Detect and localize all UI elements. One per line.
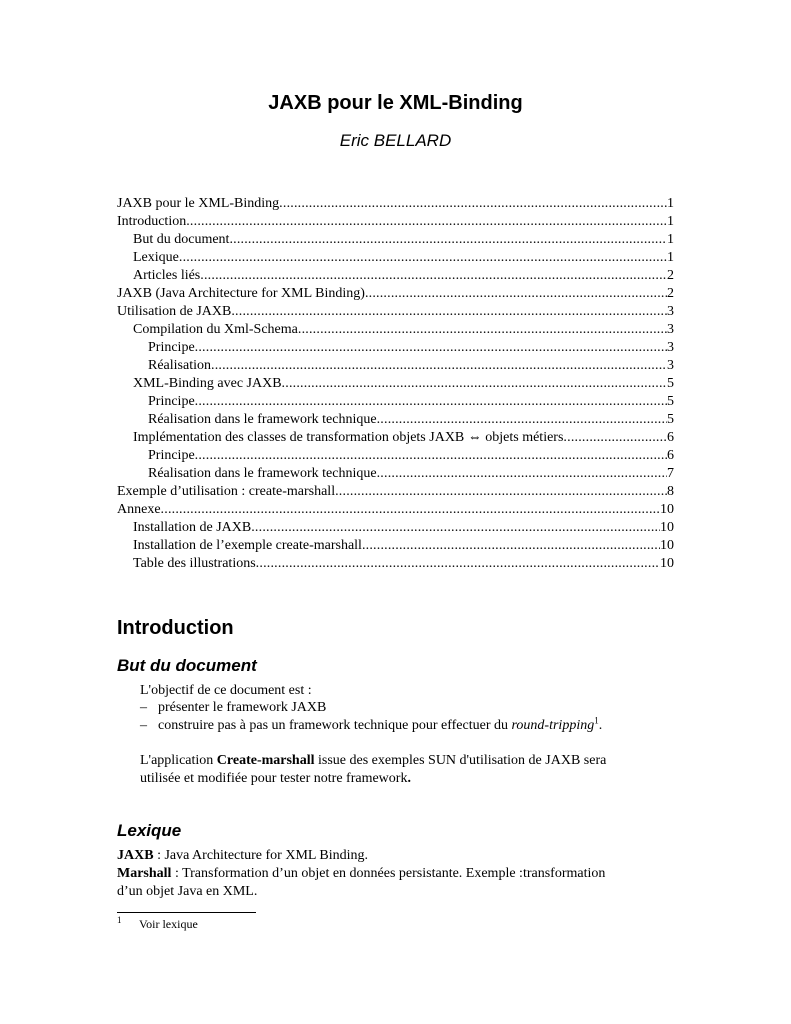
toc-entry-title: Implémentation des classes de transformation objets JAXB ⇔ objets métiers xyxy=(133,430,564,445)
bullet-emphasis: round-tripping xyxy=(511,718,595,733)
toc-leader-dots xyxy=(195,393,667,411)
toc-leader-dots xyxy=(377,465,667,483)
toc-entry[interactable] xyxy=(117,249,674,267)
definition-continuation: d’un objet Java en XML. xyxy=(117,884,258,899)
toc-entry-title: Lexique xyxy=(133,250,179,265)
toc-leader-dots xyxy=(229,231,667,249)
paragraph-objectif: L'objectif de ce document est : xyxy=(140,683,312,698)
toc-entry[interactable] xyxy=(117,195,674,213)
toc-entry-title: Installation de l’exemple create-marshall xyxy=(133,538,362,553)
toc-page-number: 6 xyxy=(667,448,674,463)
bullet-text: construire pas à pas un framework technique pour effectuer du xyxy=(158,718,512,733)
toc-entry-title: Réalisation dans le framework technique xyxy=(148,412,377,427)
toc-entry[interactable] xyxy=(117,231,674,249)
definition: : Transformation d’un objet en données persistante. Exemple :transformation xyxy=(171,866,606,881)
table-of-contents xyxy=(117,195,674,573)
toc-entry-title: But du document xyxy=(133,232,230,247)
toc-leader-dots xyxy=(362,537,660,555)
definition-jaxb xyxy=(117,847,677,865)
subsection-heading-but-du-document: But du document xyxy=(117,656,257,675)
toc-entry-title: JAXB pour le XML-Binding xyxy=(117,196,280,211)
toc-entry[interactable] xyxy=(117,303,674,321)
toc-entry[interactable] xyxy=(117,393,674,411)
footnote: 1 Voir lexique xyxy=(117,915,198,931)
toc-entry-title: Principe xyxy=(148,448,195,463)
toc-page-number: 5 xyxy=(667,376,674,391)
toc-page-number: 1 xyxy=(667,250,674,265)
toc-page-number: 10 xyxy=(660,520,674,535)
toc-page-number: 3 xyxy=(667,304,674,319)
toc-page-number: 3 xyxy=(667,358,674,373)
toc-entry[interactable] xyxy=(117,555,674,573)
toc-leader-dots xyxy=(195,339,667,357)
toc-entry[interactable] xyxy=(117,429,674,447)
paragraph-application xyxy=(140,752,680,788)
toc-entry[interactable] xyxy=(117,213,674,231)
toc-entry[interactable] xyxy=(117,267,674,285)
toc-leader-dots xyxy=(256,555,660,573)
paragraph-period: . xyxy=(407,771,411,786)
toc-entry-title: JAXB (Java Architecture for XML Binding) xyxy=(117,286,365,301)
footnote-text: Voir lexique xyxy=(139,917,198,931)
paragraph-text: utilisée et modifiée pour tester notre framework xyxy=(140,771,408,786)
toc-leader-dots xyxy=(231,303,667,321)
toc-entry[interactable] xyxy=(117,519,674,537)
bullet-dash: – xyxy=(140,718,147,733)
footnote-reference[interactable]: 1 xyxy=(594,715,599,726)
toc-entry-title: Réalisation dans le framework technique xyxy=(148,466,377,481)
toc-entry[interactable] xyxy=(117,483,674,501)
toc-entry[interactable] xyxy=(117,501,674,519)
toc-leader-dots xyxy=(161,501,660,519)
toc-entry-title: Exemple d’utilisation : create-marshall xyxy=(117,484,336,499)
toc-page-number: 10 xyxy=(660,502,674,517)
section-heading-introduction: Introduction xyxy=(117,617,234,639)
objective-list xyxy=(140,699,602,735)
toc-page-number: 5 xyxy=(667,394,674,409)
paragraph-text: issue des exemples SUN d'utilisation de JAXB sera xyxy=(314,753,607,768)
paragraph-text: L'application xyxy=(140,753,217,768)
toc-page-number: 2 xyxy=(667,268,674,283)
lexique-definitions xyxy=(117,847,677,901)
toc-entry[interactable] xyxy=(117,465,674,483)
footnote-separator xyxy=(117,912,256,913)
subsection-heading-lexique: Lexique xyxy=(117,821,182,840)
toc-page-number: 3 xyxy=(667,340,674,355)
toc-entry[interactable] xyxy=(117,321,674,339)
toc-leader-dots xyxy=(186,213,667,231)
toc-leader-dots xyxy=(298,321,667,339)
toc-leader-dots xyxy=(335,483,667,501)
toc-leader-dots xyxy=(195,447,667,465)
document-title: JAXB pour le XML-Binding xyxy=(268,92,523,114)
term: JAXB xyxy=(117,848,154,863)
document-author: Eric BELLARD xyxy=(339,131,452,150)
toc-leader-dots xyxy=(365,285,667,303)
toc-page-number: 1 xyxy=(667,232,674,247)
toc-entry-title: Réalisation xyxy=(148,358,211,373)
toc-page-number: 6 xyxy=(667,430,674,445)
toc-page-number: 10 xyxy=(660,538,674,553)
app-name: Create-marshall xyxy=(216,753,315,768)
toc-page-number: 8 xyxy=(667,484,674,499)
list-item xyxy=(140,699,602,717)
bullet-dash: – xyxy=(140,700,147,715)
toc-leader-dots xyxy=(279,195,667,213)
bullet-text: présenter le framework JAXB xyxy=(158,700,327,715)
toc-leader-dots xyxy=(377,411,667,429)
toc-entry-title: Utilisation de JAXB xyxy=(117,304,232,319)
toc-entry[interactable] xyxy=(117,411,674,429)
toc-leader-dots xyxy=(179,249,667,267)
toc-entry-title: Installation de JAXB xyxy=(133,520,252,535)
toc-leader-dots xyxy=(282,375,667,393)
toc-page-number: 2 xyxy=(667,286,674,301)
toc-page-number: 1 xyxy=(667,196,674,211)
toc-entry[interactable] xyxy=(117,285,674,303)
definition: : Java Architecture for XML Binding. xyxy=(153,848,369,863)
toc-entry-title: Articles liés xyxy=(133,268,201,283)
bullet-end: . xyxy=(598,718,603,733)
list-item xyxy=(140,717,602,735)
toc-leader-dots xyxy=(200,267,667,285)
toc-leader-dots xyxy=(563,429,667,447)
term: Marshall xyxy=(117,866,172,881)
toc-page-number: 10 xyxy=(660,556,674,571)
toc-page-number: 7 xyxy=(667,466,674,481)
toc-entry[interactable] xyxy=(117,447,674,465)
toc-entry[interactable] xyxy=(117,339,674,357)
toc-page-number: 5 xyxy=(667,412,674,427)
toc-entry-title: Table des illustrations xyxy=(133,556,256,571)
toc-entry[interactable] xyxy=(117,357,674,375)
toc-entry[interactable] xyxy=(117,375,674,393)
toc-entry-title: Introduction xyxy=(117,214,187,229)
toc-page-number: 3 xyxy=(667,322,674,337)
toc-entry-title: Principe xyxy=(148,394,195,409)
toc-entry-title: Principe xyxy=(148,340,195,355)
toc-leader-dots xyxy=(251,519,660,537)
toc-entry-title: Compilation du Xml-Schema xyxy=(133,322,298,337)
toc-page-number: 1 xyxy=(667,214,674,229)
toc-entry[interactable] xyxy=(117,537,674,555)
toc-entry-title: XML-Binding avec JAXB xyxy=(133,376,282,391)
toc-leader-dots xyxy=(211,357,667,375)
definition-marshall xyxy=(117,865,677,883)
toc-entry-title: Annexe xyxy=(117,502,161,517)
